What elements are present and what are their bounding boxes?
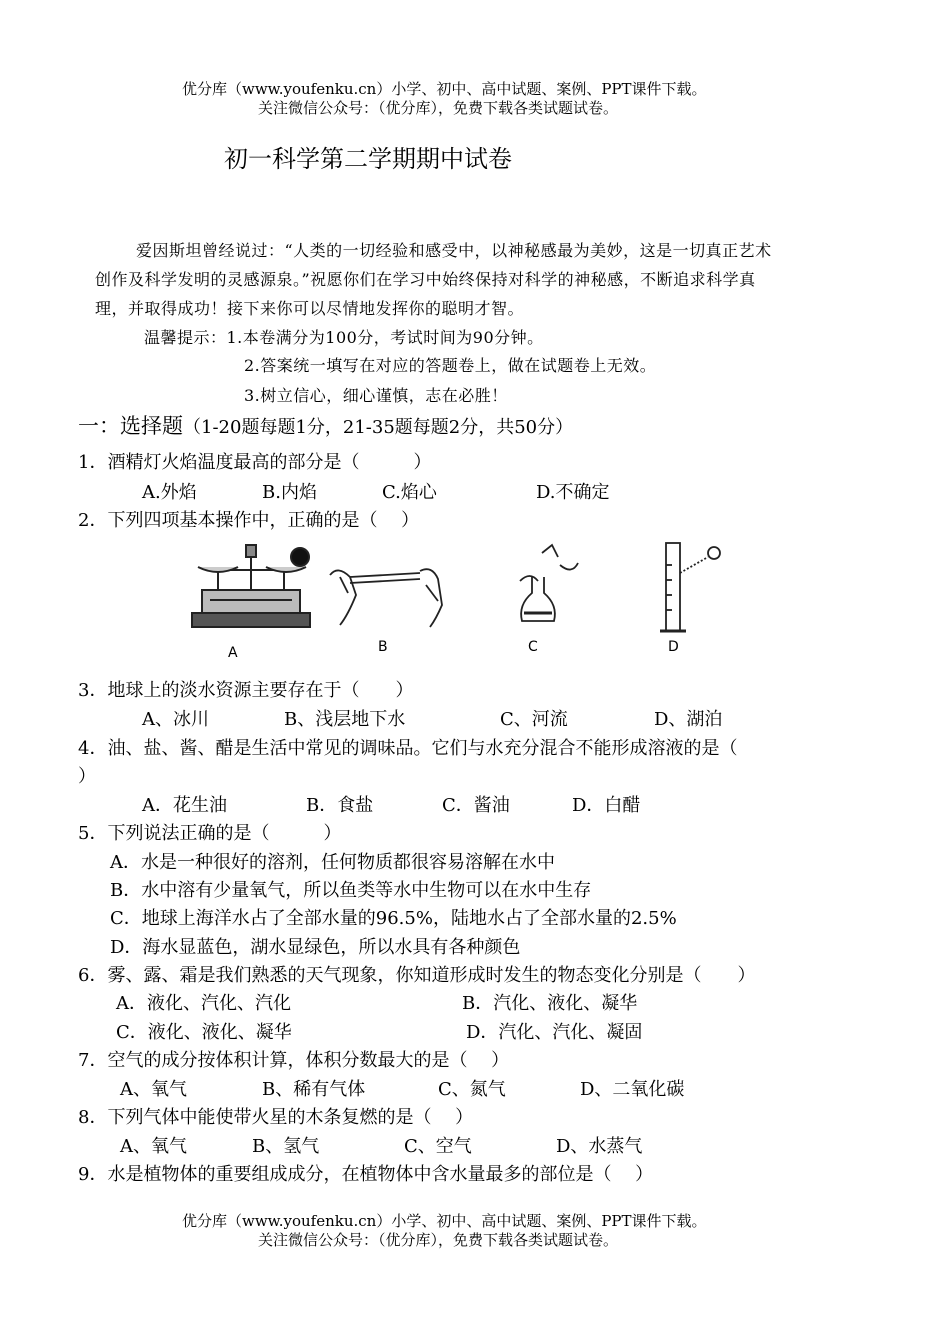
section-heading-text: 一：选择题 xyxy=(78,414,183,438)
flask-illustration xyxy=(520,545,578,621)
q7-option-b: B、稀有气体 xyxy=(262,1079,366,1100)
page-title: 初一科学第二学期期中试卷 xyxy=(224,145,512,173)
balance-scale-illustration xyxy=(192,545,310,627)
q1-option-a: A.外焰 xyxy=(142,482,197,503)
intro-line-3: 理，并取得成功！接下来你可以尽情地发挥你的聪明才智。 xyxy=(95,299,525,318)
q7-option-c: C、氮气 xyxy=(438,1079,506,1100)
q1-option-d: D.不确定 xyxy=(536,482,610,503)
q8-option-d: D、水蒸气 xyxy=(556,1136,643,1157)
q2-label-d: D xyxy=(668,639,679,655)
q2-figure xyxy=(180,535,740,665)
q5-stem: 5．下列说法正确的是（ ） xyxy=(78,823,342,844)
footer-line-1: 优分库（www.youfenku.cn）小学、初中、高中试题、案例、PPT课件下载。 xyxy=(182,1212,707,1230)
q9-stem: 9．水是植物体的重要组成成分，在植物体中含水量最多的部位是（ ） xyxy=(78,1164,654,1185)
q8-option-c: C、空气 xyxy=(404,1136,472,1157)
q3-stem: 3．地球上的淡水资源主要存在于（ ） xyxy=(78,680,414,701)
hands-test-tube-illustration xyxy=(330,569,442,627)
footer-line-2: 关注微信公众号：（优分库），免费下载各类试题试卷。 xyxy=(258,1231,619,1249)
q7-option-a: A、氧气 xyxy=(120,1079,187,1100)
q6-option-c: C．液化、液化、凝华 xyxy=(116,1022,292,1043)
header-line-1: 优分库（www.youfenku.cn）小学、初中、高中试题、案例、PPT课件下载。 xyxy=(182,80,707,98)
q4-stem: 4．油、盐、酱、醋是生活中常见的调味品。它们与水充分混合不能形成溶液的是（ xyxy=(78,738,738,759)
q1-stem: 1．酒精灯火焰温度最高的部分是（ ） xyxy=(78,452,432,473)
q7-option-d: D、二氧化碳 xyxy=(580,1079,685,1100)
q8-option-b: B、氢气 xyxy=(252,1136,320,1157)
q4-stem-end: ） xyxy=(78,766,96,787)
q2-stem: 2．下列四项基本操作中，正确的是（ ） xyxy=(78,510,420,531)
q1-option-b: B.内焰 xyxy=(262,482,317,503)
q2-label-a: A xyxy=(228,645,238,661)
q2-label-b: B xyxy=(378,639,388,655)
q6-stem: 6．雾、露、霜是我们熟悉的天气现象，你知道形成时发生的物态变化分别是（ ） xyxy=(78,965,756,986)
q4-option-a: A．花生油 xyxy=(142,795,227,816)
q4-option-b: B．食盐 xyxy=(306,795,374,816)
header-line-2: 关注微信公众号：（优分库），免费下载各类试题试卷。 xyxy=(258,99,619,117)
q2-label-c: C xyxy=(528,639,538,655)
q8-option-a: A、氧气 xyxy=(120,1136,187,1157)
q3-option-b: B、浅层地下水 xyxy=(284,709,406,730)
intro-line-1: 爱因斯坦曾经说过：“人类的一切经验和感受中，以神秘感最为美妙，这是一切真正艺术 xyxy=(136,241,772,260)
q5-option-c: C．地球上海洋水占了全部水量的96.5%，陆地水占了全部水量的2.5% xyxy=(110,908,677,929)
q3-option-c: C、河流 xyxy=(500,709,568,730)
q7-stem: 7．空气的成分按体积计算，体积分数最大的是（ ） xyxy=(78,1050,510,1071)
section-note: （1-20题每题1分，21-35题每题2分，共50分） xyxy=(183,417,574,438)
intro-line-2: 创作及科学发明的灵感源泉。”祝愿你们在学习中始终保持对科学的神秘感，不断追求科学真 xyxy=(95,270,756,289)
q8-stem: 8．下列气体中能使带火星的木条复燃的是（ ） xyxy=(78,1107,474,1128)
tip-3: 3.树立信心，细心谨慎，志在必胜！ xyxy=(244,386,508,405)
q4-option-c: C．酱油 xyxy=(442,795,510,816)
q6-option-d: D．汽化、汽化、凝固 xyxy=(466,1022,643,1043)
q3-option-a: A、冰川 xyxy=(142,709,209,730)
q6-option-a: A．液化、汽化、汽化 xyxy=(116,993,291,1014)
tip-2: 2.答案统一填写在对应的答题卷上，做在试题卷上无效。 xyxy=(244,356,657,375)
section-heading xyxy=(78,410,573,440)
tip-1: 温馨提示：1.本卷满分为100分，考试时间为90分钟。 xyxy=(144,328,544,347)
q5-option-b: B．水中溶有少量氧气，所以鱼类等水中生物可以在水中生存 xyxy=(110,880,592,901)
graduated-cylinder-illustration xyxy=(660,543,720,631)
q5-option-d: D．海水显蓝色，湖水显绿色，所以水具有各种颜色 xyxy=(110,937,521,958)
q4-option-d: D．白醋 xyxy=(572,795,641,816)
q5-option-a: A．水是一种很好的溶剂，任何物质都很容易溶解在水中 xyxy=(110,852,555,873)
q1-option-c: C.焰心 xyxy=(382,482,437,503)
q6-option-b: B．汽化、液化、凝华 xyxy=(462,993,638,1014)
q3-option-d: D、湖泊 xyxy=(654,709,723,730)
